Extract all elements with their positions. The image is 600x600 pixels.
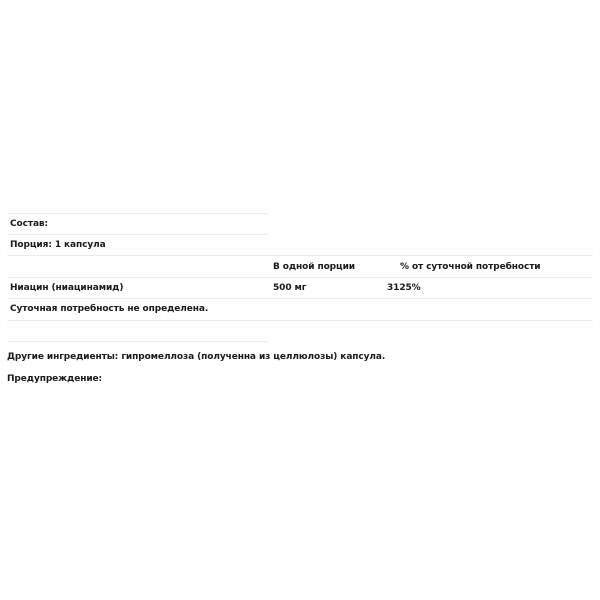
other-ingredients: Другие ингредиенты: гипромеллоза (полученна из целлюлозы) капсула. (7, 352, 386, 362)
header-daily-value: % от суточной потребности (400, 262, 541, 272)
footnote: Суточная потребность не определена. (10, 304, 209, 314)
divider (7, 213, 268, 214)
divider (7, 320, 593, 321)
nutrient-dv: 3125% (387, 283, 421, 293)
divider (7, 277, 593, 278)
warning-label: Предупреждение: (7, 374, 103, 384)
nutrient-amount: 500 мг (273, 283, 307, 293)
nutrient-name: Ниацин (ниацинамид) (10, 283, 124, 293)
serving-size: Порция: 1 капсула (10, 240, 106, 250)
divider (7, 298, 593, 299)
divider (7, 234, 268, 235)
composition-title: Состав: (10, 219, 49, 229)
divider (7, 341, 268, 342)
header-per-serving: В одной порции (273, 262, 356, 272)
divider (7, 255, 593, 256)
